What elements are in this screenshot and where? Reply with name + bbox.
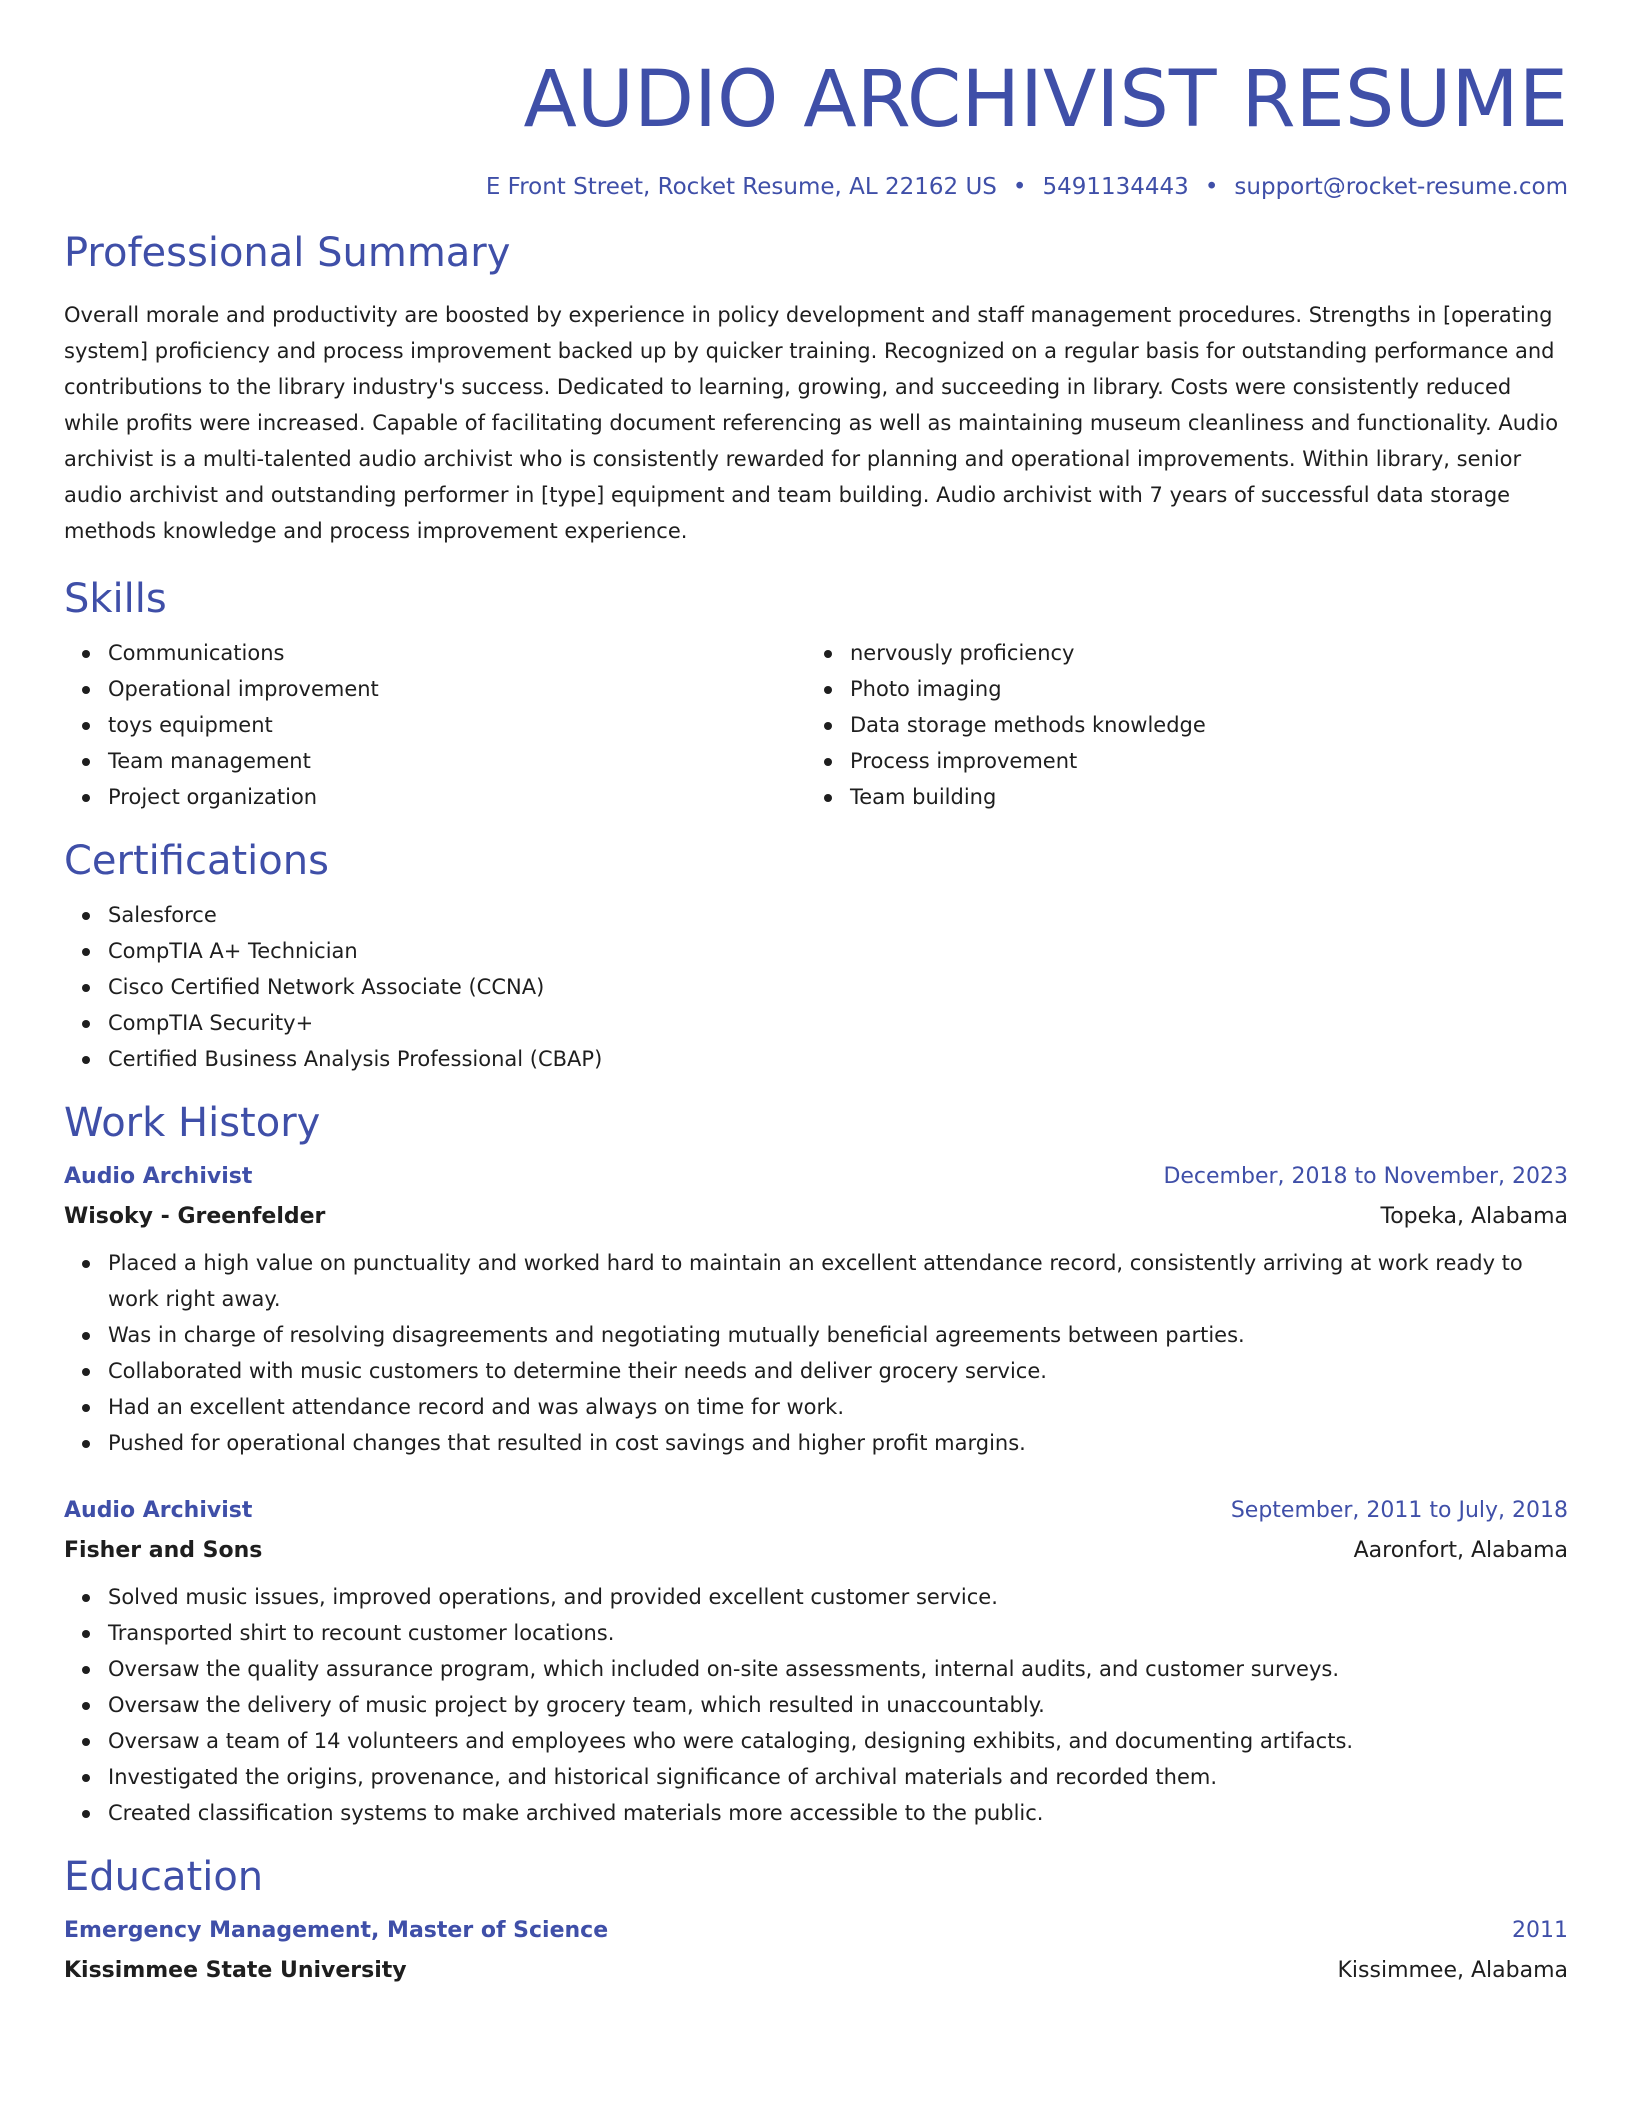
contact-address: E Front Street, Rocket Resume, AL 22162 US bbox=[485, 173, 997, 200]
contact-email: support@rocket-resume.com bbox=[1234, 173, 1568, 200]
education-school-row bbox=[64, 1951, 1568, 1991]
contact-separator: • bbox=[1204, 173, 1219, 200]
job-title: Audio Archivist bbox=[64, 1164, 253, 1190]
job-company: Wisoky - Greenfelder bbox=[64, 1204, 326, 1230]
job-company: Fisher and Sons bbox=[64, 1538, 263, 1564]
job-header-row bbox=[64, 1491, 1568, 1531]
job-location: Aaronfort, Alabama bbox=[1353, 1538, 1568, 1564]
education-entry bbox=[64, 1911, 1568, 1991]
certifications-heading: Certifications bbox=[64, 838, 329, 885]
job-bullet: Was in charge of resolving disagreements and negotiating mutually beneficial agreements between parties. bbox=[108, 1317, 1568, 1353]
education-location: Kissimmee, Alabama bbox=[1337, 1958, 1568, 1984]
contact-line bbox=[64, 174, 1568, 202]
education-section bbox=[64, 1853, 1568, 1991]
job-company-row bbox=[64, 1197, 1568, 1237]
certification-item: Salesforce bbox=[108, 897, 1568, 933]
job-bullet: Solved music issues, improved operations, and provided excellent customer service. bbox=[108, 1579, 1568, 1615]
skill-item: Team building bbox=[850, 779, 1548, 815]
job-dates: September, 2011 to July, 2018 bbox=[1230, 1498, 1568, 1524]
work-history-heading: Work History bbox=[64, 1100, 321, 1147]
skills-column-left bbox=[64, 635, 806, 815]
resume-title: AUDIO ARCHIVIST RESUME bbox=[523, 55, 1568, 145]
skill-item: Operational improvement bbox=[108, 671, 806, 707]
skills-column-right bbox=[806, 635, 1548, 815]
skill-item: Project organization bbox=[108, 779, 806, 815]
certification-item: Certified Business Analysis Professional (CBAP) bbox=[108, 1041, 1568, 1077]
certification-item: Cisco Certified Network Associate (CCNA) bbox=[108, 969, 1568, 1005]
skills-grid bbox=[64, 635, 1568, 815]
summary-text: Overall morale and productivity are boosted by experience in policy development and staff management procedures. Strengths in [operating system] proficiency and process improvement backed up by quicker training. Recognized on a regular basis for outstanding performance and contributions to the library industry's success. Dedicated to learning, growing, and succeeding in library. Costs were consistently reduced while profits were increased. Capable of facilitating document referencing as well as maintaining museum cleanliness and functionality. Audio archivist is a multi-talented audio archivist who is consistently rewarded for planning and operational improvements. Within library, senior audio archivist and outstanding performer in [type] equipment and team building. Audio archivist with 7 years of successful data storage methods knowledge and process improvement experience. bbox=[64, 303, 1559, 544]
resume-header bbox=[64, 54, 1568, 201]
job-bullet: Pushed for operational changes that resulted in cost savings and higher profit margins. bbox=[108, 1425, 1568, 1461]
job-bullets bbox=[64, 1579, 1568, 1831]
education-header-row bbox=[64, 1911, 1568, 1951]
job-bullet: Oversaw a team of 14 volunteers and employees who were cataloging, designing exhibits, and documenting artifacts. bbox=[108, 1723, 1568, 1759]
certifications-section bbox=[64, 837, 1568, 1077]
job-dates: December, 2018 to November, 2023 bbox=[1163, 1164, 1568, 1190]
summary-section bbox=[64, 229, 1568, 549]
work-history-section bbox=[64, 1099, 1568, 1831]
job-company-row bbox=[64, 1531, 1568, 1571]
certification-item: CompTIA A+ Technician bbox=[108, 933, 1568, 969]
certifications-list bbox=[64, 897, 1568, 1077]
contact-separator: • bbox=[1012, 173, 1027, 200]
job-bullets bbox=[64, 1245, 1568, 1461]
job-entry bbox=[64, 1157, 1568, 1461]
job-bullet: Had an excellent attendance record and was always on time for work. bbox=[108, 1389, 1568, 1425]
job-bullet: Placed a high value on punctuality and worked hard to maintain an excellent attendance record, consistently arriving at work ready to work right away. bbox=[108, 1245, 1568, 1317]
skill-item: Communications bbox=[108, 635, 806, 671]
skill-item: nervously proficiency bbox=[850, 635, 1548, 671]
job-header-row bbox=[64, 1157, 1568, 1197]
job-bullet: Collaborated with music customers to determine their needs and deliver grocery service. bbox=[108, 1353, 1568, 1389]
job-entry bbox=[64, 1491, 1568, 1831]
certification-item: CompTIA Security+ bbox=[108, 1005, 1568, 1041]
contact-phone: 5491134443 bbox=[1042, 173, 1189, 200]
skill-item: Team management bbox=[108, 743, 806, 779]
job-bullet: Transported shirt to recount customer locations. bbox=[108, 1615, 1568, 1651]
job-bullet: Created classification systems to make archived materials more accessible to the public. bbox=[108, 1795, 1568, 1831]
education-heading: Education bbox=[64, 1854, 264, 1901]
skills-section bbox=[64, 575, 1568, 815]
job-bullet: Oversaw the quality assurance program, which included on-site assessments, internal audits, and customer surveys. bbox=[108, 1651, 1568, 1687]
job-location: Topeka, Alabama bbox=[1380, 1204, 1568, 1230]
job-bullet: Investigated the origins, provenance, and historical significance of archival materials and recorded them. bbox=[108, 1759, 1568, 1795]
skill-item: Photo imaging bbox=[850, 671, 1548, 707]
education-year: 2011 bbox=[1512, 1918, 1568, 1944]
skill-item: toys equipment bbox=[108, 707, 806, 743]
education-degree: Emergency Management, Master of Science bbox=[64, 1918, 609, 1944]
skills-heading: Skills bbox=[64, 576, 167, 623]
education-school: Kissimmee State University bbox=[64, 1958, 407, 1984]
skill-item: Process improvement bbox=[850, 743, 1548, 779]
summary-heading: Professional Summary bbox=[64, 230, 511, 277]
job-bullet: Oversaw the delivery of music project by grocery team, which resulted in unaccountably. bbox=[108, 1687, 1568, 1723]
skill-item: Data storage methods knowledge bbox=[850, 707, 1548, 743]
job-title: Audio Archivist bbox=[64, 1498, 253, 1524]
